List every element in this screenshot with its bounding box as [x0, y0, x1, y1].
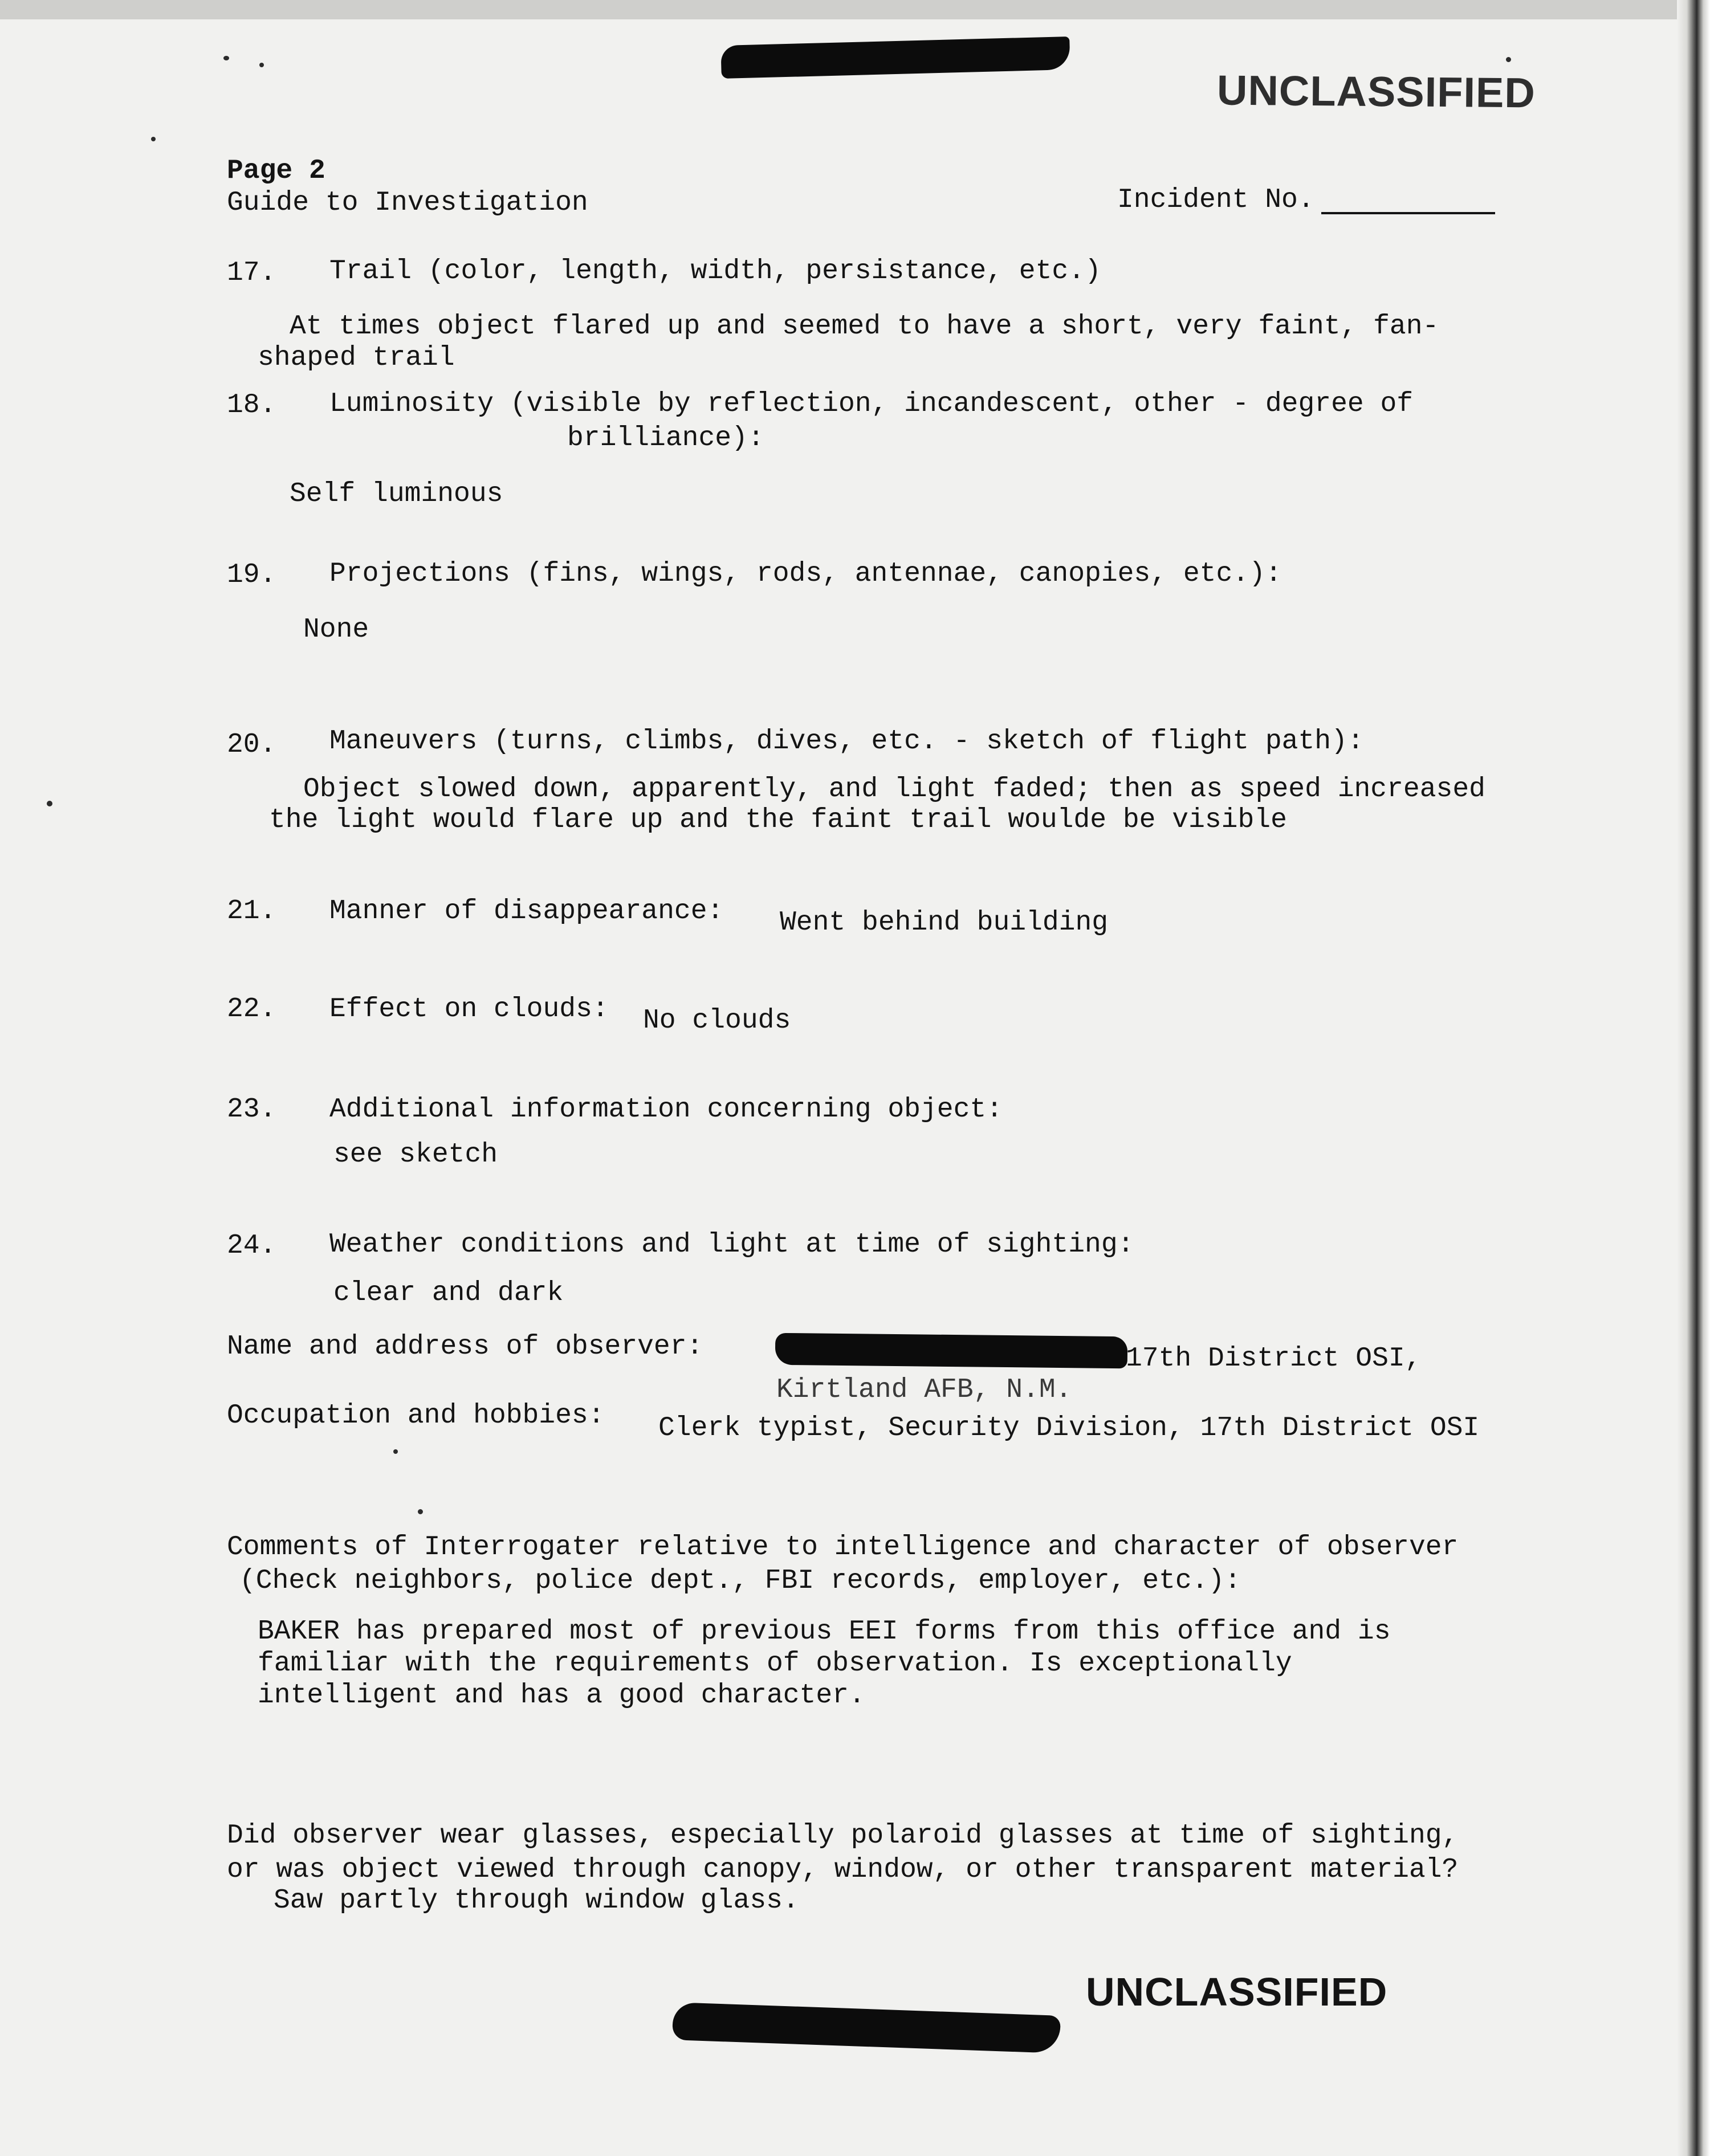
- observer-address-line1: 17th District OSI,: [1126, 1343, 1422, 1374]
- item-20-number: 20.: [227, 729, 276, 760]
- item-22-label: Effect on clouds:: [329, 994, 609, 1025]
- item-23-number: 23.: [227, 1094, 276, 1125]
- redaction-top: [720, 36, 1070, 79]
- item-19-answer: None: [303, 614, 369, 645]
- item-18-answer: Self luminous: [290, 479, 503, 510]
- scan-edge-right: [1677, 0, 1710, 2156]
- item-22-answer: No clouds: [643, 1005, 791, 1036]
- occupation-label: Occupation and hobbies:: [227, 1400, 605, 1431]
- scan-speck: [418, 1509, 423, 1514]
- item-20-answer-line2: the light would flare up and the faint trail woulde be visible: [269, 805, 1287, 835]
- scan-speck: [223, 56, 229, 60]
- scan-edge-top: [0, 0, 1710, 19]
- item-18-number: 18.: [227, 390, 276, 421]
- scan-speck: [47, 801, 52, 806]
- item-22-number: 22.: [227, 994, 276, 1025]
- scan-speck: [259, 63, 264, 67]
- comments-text-line3: intelligent and has a good character.: [258, 1680, 865, 1711]
- item-20-answer-line1: Object slowed down, apparently, and light faded; then as speed increased: [303, 774, 1485, 805]
- item-18-label-line2: brilliance):: [567, 423, 764, 454]
- page-number: Page 2: [227, 156, 325, 186]
- item-17-number: 17.: [227, 258, 276, 288]
- item-21-label: Manner of disappearance:: [329, 896, 724, 927]
- classification-stamp-bottom: UNCLASSIFIED: [1086, 1970, 1388, 2014]
- form-title: Guide to Investigation: [227, 188, 588, 218]
- item-19-label: Projections (fins, wings, rods, antennae, canopies, etc.):: [329, 559, 1282, 589]
- item-17-label: Trail (color, length, width, persistance, etc.): [329, 256, 1101, 287]
- comments-label-line2: (Check neighbors, police dept., FBI records, employer, etc.):: [239, 1566, 1241, 1596]
- redaction-observer-name: [775, 1333, 1128, 1368]
- scan-speck: [393, 1449, 398, 1454]
- redaction-bottom: [672, 2002, 1061, 2053]
- item-24-number: 24.: [227, 1230, 276, 1261]
- observer-name-label: Name and address of observer:: [227, 1331, 703, 1362]
- item-17-answer-line1: At times object flared up and seemed to have a short, very faint, fan-: [290, 311, 1439, 342]
- item-21-answer: Went behind building: [780, 907, 1109, 938]
- item-23-answer: see sketch: [333, 1139, 498, 1170]
- item-17-answer-line2: shaped trail: [258, 343, 455, 373]
- observer-address-line2: Kirtland AFB, N.M.: [776, 1375, 1072, 1405]
- item-23-label: Additional information concerning object:: [329, 1094, 1003, 1125]
- scan-speck: [1506, 57, 1511, 62]
- comments-label-line1: Comments of Interrogater relative to intelligence and character of observer: [227, 1532, 1459, 1563]
- glasses-question-line1: Did observer wear glasses, especially polaroid glasses at time of sighting,: [227, 1820, 1459, 1851]
- incident-number-label: Incident No.: [1117, 185, 1314, 215]
- glasses-question-line2: or was object viewed through canopy, window, or other transparent material?: [227, 1855, 1459, 1885]
- comments-text-line1: BAKER has prepared most of previous EEI forms from this office and is: [258, 1616, 1391, 1647]
- occupation-value: Clerk typist, Security Division, 17th District OSI: [658, 1413, 1480, 1444]
- item-24-label: Weather conditions and light at time of sighting:: [329, 1229, 1134, 1260]
- classification-stamp-top: UNCLASSIFIED: [1216, 66, 1536, 117]
- glasses-answer: Saw partly through window glass.: [274, 1885, 799, 1916]
- scan-speck: [151, 137, 156, 141]
- item-18-label-line1: Luminosity (visible by reflection, incandescent, other - degree of: [329, 389, 1414, 419]
- item-24-answer: clear and dark: [333, 1278, 564, 1309]
- incident-number-blank: [1321, 212, 1495, 214]
- item-20-label: Maneuvers (turns, climbs, dives, etc. - sketch of flight path):: [329, 726, 1364, 757]
- item-19-number: 19.: [227, 560, 276, 590]
- comments-text-line2: familiar with the requirements of observation. Is exceptionally: [258, 1648, 1292, 1679]
- item-21-number: 21.: [227, 896, 276, 927]
